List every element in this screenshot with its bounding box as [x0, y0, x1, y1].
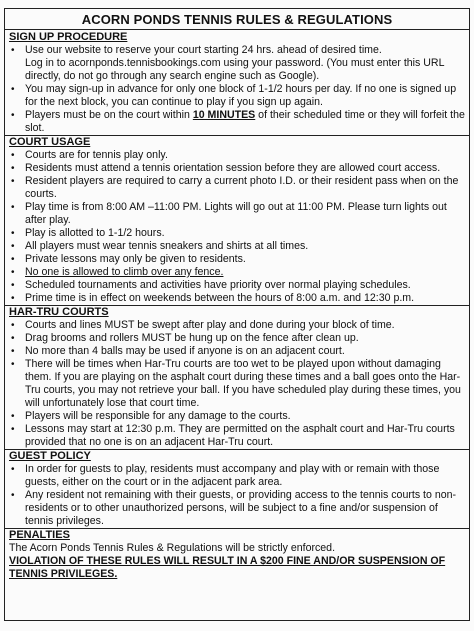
section-guest-policy — [5, 449, 469, 528]
rule-text-underlined: No one is allowed to climb over any fence. — [25, 266, 224, 278]
rule-item — [9, 175, 465, 201]
rule-item — [9, 410, 465, 423]
bullet-icon: • — [11, 202, 15, 213]
bullet-icon: • — [11, 241, 15, 252]
bullet-icon: • — [11, 424, 15, 435]
bullet-icon: • — [11, 150, 15, 161]
rule-text: Prime time is in effect on weekends between the hours of 8:00 a.m. and 12:30 p.m. — [25, 292, 415, 304]
rule-list — [9, 44, 465, 135]
section-heading: HAR-TRU COURTS — [9, 306, 109, 318]
rule-item — [9, 83, 465, 109]
bullet-icon: • — [11, 293, 15, 304]
section-court-usage — [5, 135, 469, 305]
bullet-icon: • — [11, 45, 15, 56]
rule-item — [9, 44, 465, 83]
violation-warning: VIOLATION OF THESE RULES WILL RESULT IN A $200 FINE AND/OR SUSPENSION OF TENNIS PRIVILEGES. — [9, 555, 446, 580]
bullet-icon: • — [11, 490, 15, 501]
document-title: ACORN PONDS TENNIS RULES & REGULATIONS — [81, 11, 393, 27]
rule-item — [9, 358, 465, 410]
rule-item — [9, 345, 465, 358]
rule-text: Courts are for tennis play only. — [25, 149, 168, 161]
section-heading: COURT USAGE — [9, 136, 91, 148]
rule-item — [9, 279, 465, 292]
title-row — [5, 9, 469, 30]
rule-item — [9, 201, 465, 227]
rule-text: Any resident not remaining with their guests, or providing access to the tennis courts to non-residents or to other unauthorized persons, will be subject to a fine and/or suspension of tennis privileges. — [25, 489, 457, 527]
rule-item — [9, 149, 465, 162]
rule-text: Lessons may start at 12:30 p.m. They are permitted on the asphalt court and Har-Tru courts provided that no one is on an adjacent Har-Tru court. — [25, 423, 455, 448]
rule-text: Residents must attend a tennis orientation session before they are allowed court access. — [25, 162, 441, 174]
bullet-icon: • — [11, 254, 15, 265]
rule-text: Scheduled tournaments and activities have priority over normal playing schedules. — [25, 279, 411, 291]
rule-text: of their scheduled time or they will forfeit the slot. — [25, 109, 465, 134]
bullet-icon: • — [11, 333, 15, 344]
bullet-icon: • — [11, 176, 15, 187]
bullet-icon: • — [11, 228, 15, 239]
rule-text: Play time is from 8:00 AM –11:00 PM. Lights will go out at 11:00 PM. Please turn lights out after play. — [25, 201, 447, 226]
rule-text: Players must be on the court within — [25, 109, 193, 121]
rule-text: Private lessons may only be given to residents. — [25, 253, 246, 265]
bullet-icon: • — [11, 163, 15, 174]
rule-item — [9, 240, 465, 253]
rule-list — [9, 463, 465, 528]
rule-item — [9, 332, 465, 345]
bullet-icon: • — [11, 280, 15, 291]
bullet-icon: • — [11, 359, 15, 370]
rule-text: Players will be responsible for any damage to the courts. — [25, 410, 291, 422]
bullet-icon: • — [11, 411, 15, 422]
rule-item — [9, 253, 465, 266]
section-heading: GUEST POLICY — [9, 450, 91, 462]
section-har-tru-courts — [5, 305, 469, 449]
rule-emphasis: 10 MINUTES — [192, 109, 256, 121]
rule-text: No more than 4 balls may be used if anyone is on an adjacent court. — [25, 345, 345, 357]
rule-item — [9, 423, 465, 449]
bullet-icon: • — [11, 84, 15, 95]
bullet-icon: • — [11, 320, 15, 331]
bullet-icon: • — [11, 464, 15, 475]
rule-text: In order for guests to play, residents must accompany and play with or remain with those guests, either on the court or in the adjacent park area. — [25, 463, 440, 488]
rule-text: Log in to acornponds.tennisbookings.com using your password. (You must enter this URL directly, do not go through any search engine such as Google). — [25, 57, 445, 82]
rule-text: Use our website to reserve your court starting 24 hrs. ahead of desired time. — [25, 44, 382, 56]
rule-item — [9, 227, 465, 240]
rule-item — [9, 162, 465, 175]
bullet-icon: • — [11, 110, 15, 121]
rule-item — [9, 463, 465, 489]
rule-text: You may sign-up in advance for only one block of 1-1/2 hours per day. If no one is signed up for the next block, you can continue to play if you sign up again. — [25, 83, 457, 108]
section-heading: SIGN UP PROCEDURE — [9, 31, 128, 43]
rule-item — [9, 319, 465, 332]
bullet-icon: • — [11, 267, 15, 278]
rules-table — [4, 8, 470, 621]
rule-list — [9, 149, 465, 305]
rule-item — [9, 292, 465, 305]
rules-content — [5, 30, 469, 581]
rule-item — [9, 266, 465, 279]
rule-item — [9, 489, 465, 528]
section-sign-up-procedure — [5, 31, 469, 135]
bullet-icon: • — [11, 346, 15, 357]
section-heading: PENALTIES — [9, 529, 70, 541]
section-penalties — [5, 528, 469, 581]
rule-text: Courts and lines MUST be swept after play and done during your block of time. — [25, 319, 395, 331]
rule-item — [9, 109, 465, 135]
rule-list — [9, 319, 465, 449]
rule-text: There will be times when Har-Tru courts are too wet to be played upon without damaging them. If you are playing on the asphalt court during these times and a ball goes onto the Har-Tru courts, you may not retrieve your ball. If you have scheduled play during these times, you will unfortunately lose that court time. — [25, 358, 461, 409]
rule-text: All players must wear tennis sneakers and shirts at all times. — [25, 240, 309, 252]
rule-text: Drag brooms and rollers MUST be hung up on the fence after clean up. — [25, 332, 359, 344]
rule-text: Play is allotted to 1-1/2 hours. — [25, 227, 165, 239]
rule-text: Resident players are required to carry a current photo I.D. or their resident pass when on the courts. — [25, 175, 459, 200]
penalty-statement: The Acorn Ponds Tennis Rules & Regulations will be strictly enforced. — [9, 542, 336, 554]
